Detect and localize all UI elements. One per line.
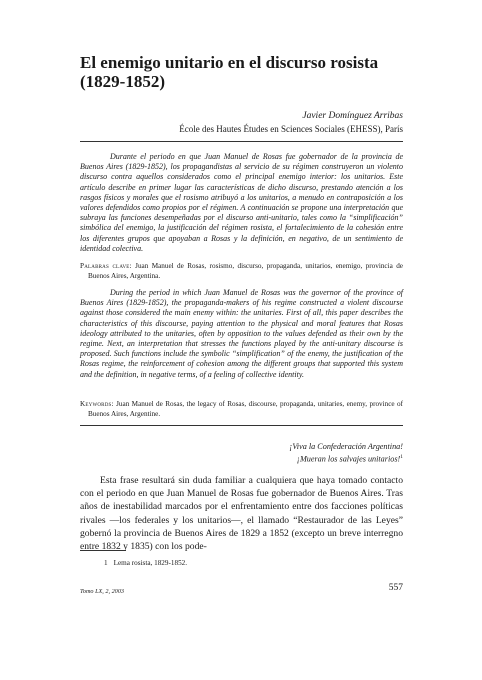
abstract-bottom-rule	[80, 425, 403, 426]
article-title: El enemigo unitario en el discurso rosista (1829-1852)	[80, 53, 379, 91]
keywords-spanish-heading: Palabras clave:	[80, 262, 132, 270]
footnote-reference[interactable]: 1	[400, 454, 403, 460]
footnote	[104, 559, 187, 567]
keywords-english-text: Juan Manuel de Rosas, the legacy of Rosas, discourse, propaganda, unitaries, enemy, province of Buenos Aires, Argentine.	[88, 400, 403, 418]
author-name: Javier Domínguez Arribas	[302, 111, 403, 121]
abstract-spanish: Durante el periodo en que Juan Manuel de Rosas fue gobernador de la provincia de Buenos Aires (1829-1852), los propagandistas al servicio de su régimen construyeron un violento discurso contra aquellos considerados como el principal enemigo interior: los unitarios. Este artículo describe en primer lugar las características de dicho discurso, prestando atención a los rasgos físicos y morales que el rosismo atribuyó a los unitarios, a menudo en contraposición a los valores defendidos como propios por el régimen. A continuación se propone una interpretación que subraya las funciones desempeñadas por el discurso anti-unitario, tales como la “simplificación” simbólica del enemigo, la justificación del régimen rosista, el fortalecimiento de la cohesión entre los diferentes grupos que apoyaban a Rosas y la definición, en negativo, de un sentimiento de identidad colectiva.	[80, 152, 403, 253]
keywords-spanish-text: Juan Manuel de Rosas, rosismo, discurso, propaganda, unitarios, enemigo, provincia de Buenos Aires, Argentina.	[88, 262, 403, 280]
epigraph-line-1: ¡Viva la Confederación Argentina!	[289, 442, 403, 451]
journal-citation: Tomo LX, 2, 2003	[80, 588, 124, 595]
abstract-english: During the period in which Juan Manuel de Rosas was the governor of the province of Buenos Aires (1829-1852), the propaganda-makers of his regime constructed a violent discourse against those considered the main enemy within: the unitaries. First of all, this paper describes the characteristics of this discourse, paying attention to the physical and moral features that Rosas ideology attributed to the unitaries, often by opposition to the values defended as their own by the regime. Next, an interpretation that stresses the functions played by the anti-unitary discourse is proposed. Such functions include the symbolic “simplification” of the enemy, the justification of the Rosas regime, the reinforcement of cohesion among the different groups that supported this system and the definition, in negative terms, of a feeling of collective identity.	[80, 288, 403, 379]
page-number: 557	[388, 583, 403, 593]
footnote-rule	[80, 550, 126, 551]
keywords-spanish	[80, 262, 403, 281]
keywords-english-heading: Keywords:	[80, 400, 114, 408]
abstract-top-rule	[80, 141, 403, 142]
epigraph-line-2: ¡Mueran los salvajes unitarios!	[296, 454, 401, 464]
keywords-english	[80, 400, 403, 419]
footnote-number: 1	[104, 559, 108, 567]
author-affiliation: École des Hautes Études en Sciences Sociales (EHESS), París	[179, 124, 403, 134]
body-paragraph: Esta frase resultará sin duda familiar a cualquiera que haya tomado contacto con el periodo en que Juan Manuel de Rosas fue gobernador de Buenos Aires. Tras años de inestabilidad marcados por el enfrentamiento entre dos facciones políticas rivales —los federales y los unitarios—, el llamado “Restaurador de las Leyes” gobernó la provincia de Buenos Aires de 1829 a 1852 (excepto un breve interregno entre 1832 y 1835) con los pode-	[80, 475, 403, 553]
epigraph	[289, 441, 403, 465]
footnote-text: Lema rosista, 1829-1852.	[113, 559, 188, 567]
